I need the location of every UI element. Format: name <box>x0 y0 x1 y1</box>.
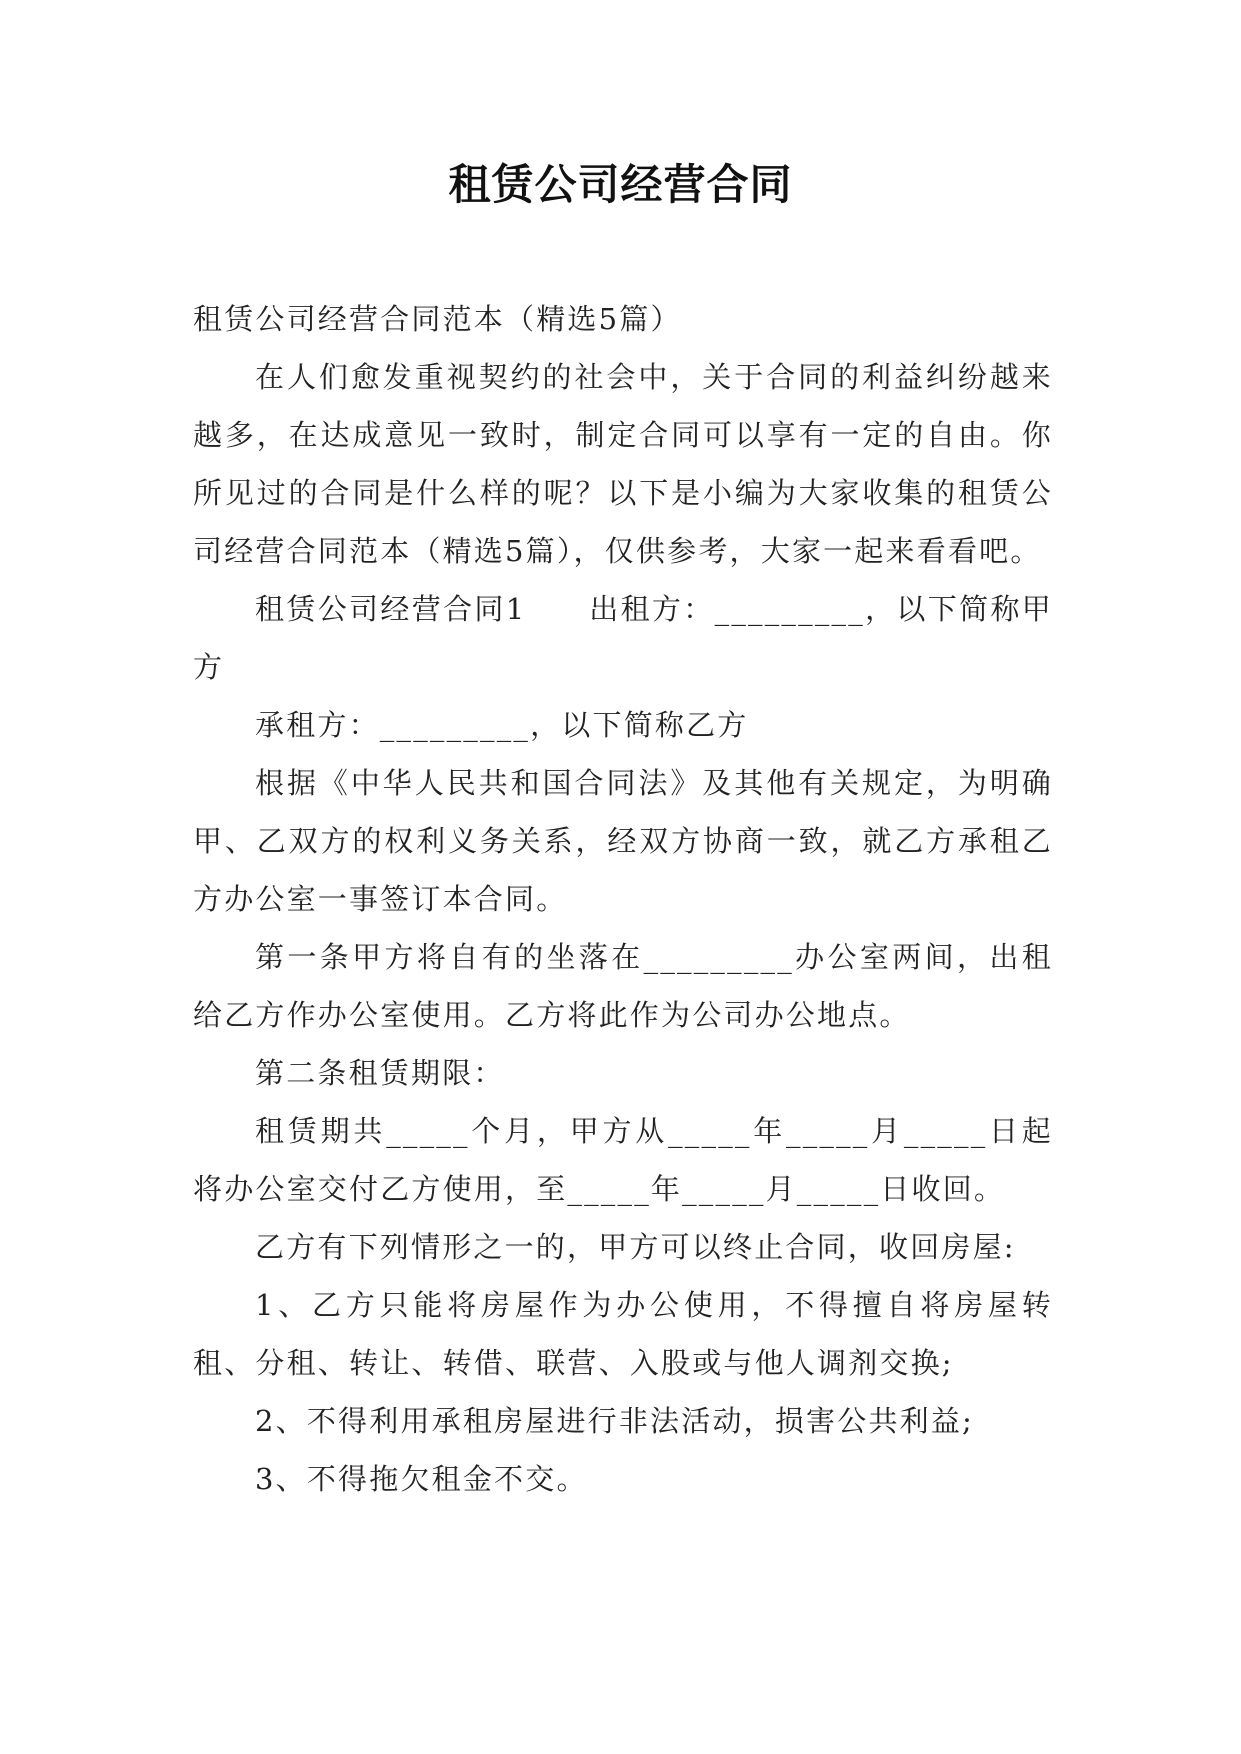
paragraph-basis: 根据《中华人民共和国合同法》及其他有关规定，为明确甲、乙双方的权利义务关系，经双方协商一致，就乙方承租乙方办公室一事签订本合同。 <box>193 766 1053 916</box>
paragraph-lessee: 承租方：_________，以下简称乙方 <box>255 708 749 742</box>
paragraph-lessor: 租赁公司经营合同1 出租方：_________，以下简称甲方 <box>193 592 1053 684</box>
paragraph-lease-term: 租赁期共_____个月，甲方从_____年_____月_____日起将办公室交付乙方使用，至_____年_____月_____日收回。 <box>193 1114 1053 1206</box>
paragraph-item-2: 2、不得利用承租房屋进行非法活动，损害公共利益; <box>255 1404 975 1438</box>
paragraph-item-3: 3、不得拖欠租金不交。 <box>255 1462 588 1496</box>
paragraph-article-2-heading: 第二条租赁期限： <box>255 1056 505 1090</box>
paragraph-intro: 在人们愈发重视契约的社会中，关于合同的利益纠纷越来越多，在达成意见一致时，制定合同可以享有一定的自由。你所见过的合同是什么样的呢？以下是小编为大家收集的租赁公司经营合同范本（精选5篇），仅供参考，大家一起来看看吧。 <box>193 360 1053 568</box>
document-body <box>193 290 1053 1508</box>
paragraph-article-1: 第一条甲方将自有的坐落在_________办公室两间，出租给乙方作办公室使用。乙方将此作为公司办公地点。 <box>193 940 1053 1032</box>
paragraph-item-1: 1、乙方只能将房屋作为办公使用，不得擅自将房屋转租、分租、转让、转借、联营、入股或与他人调剂交换; <box>193 1288 1053 1380</box>
paragraph-subtitle: 租赁公司经营合同范本（精选5篇） <box>193 302 682 336</box>
paragraph-termination: 乙方有下列情形之一的，甲方可以终止合同，收回房屋: <box>255 1230 1016 1264</box>
document-title: 租赁公司经营合同 <box>448 160 793 209</box>
